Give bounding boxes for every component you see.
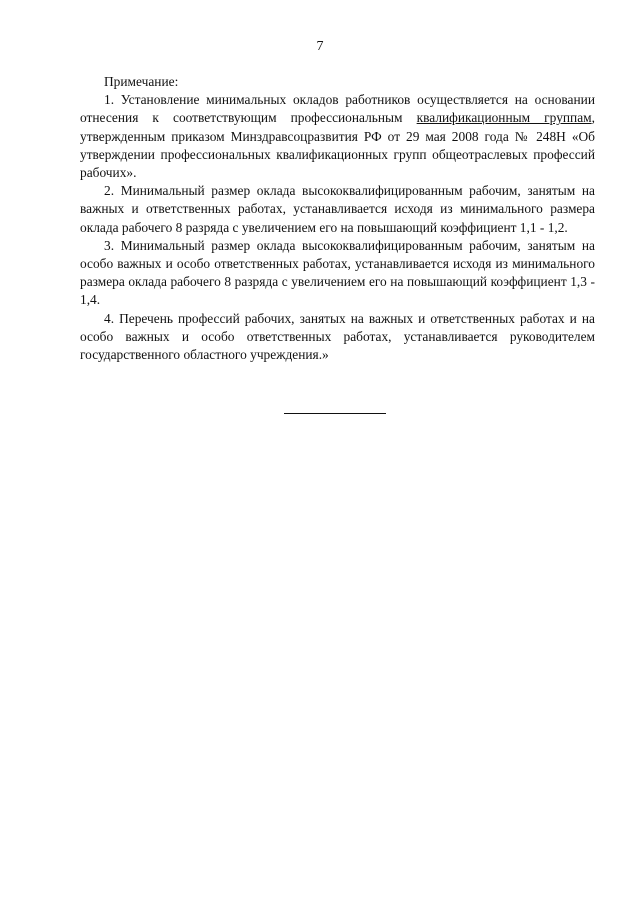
note-heading: Примечание: xyxy=(104,74,179,89)
note-paragraph-1-text-after: , утвержденным приказом Минздравсоцразвития РФ от 29 мая 2008 года № 248Н «Об утверждении профессиональных квалификационных групп общеотраслевых профессий рабочих». xyxy=(80,110,595,181)
note-paragraph-3: 3. Минимальный размер оклада высококвалифицированным рабочим, занятым на особо важных и особо ответственных работах, устанавливается исходя из минимального размера оклада рабочего 8 разряда с увеличением его на повышающий коэффициент 1,3 - 1,4. xyxy=(80,237,595,308)
note-section xyxy=(80,73,595,364)
closing-rule-divider xyxy=(284,413,386,414)
note-paragraph-2: 2. Минимальный размер оклада высококвалифицированным рабочим, занятым на важных и ответственных работах, устанавливается исходя из минимального размера оклада рабочего 8 разряда с увеличением его на повышающий коэффициент 1,1 - 1,2. xyxy=(80,183,595,235)
note-paragraph-1-text-before: 1. Установление минимальных окладов работников осуществляется на основании отнесения к соответствующим профессиональным xyxy=(80,92,595,126)
note-paragraph-4: 4. Перечень профессий рабочих, занятых на важных и ответственных работах и на особо важных и особо ответственных работах, устанавливается руководителем государственного областного учреждения.» xyxy=(80,310,595,363)
page-number: 7 xyxy=(316,39,324,54)
qualification-groups-link[interactable]: квалификационным группам xyxy=(416,110,592,126)
note-paragraph-1 xyxy=(80,91,595,182)
